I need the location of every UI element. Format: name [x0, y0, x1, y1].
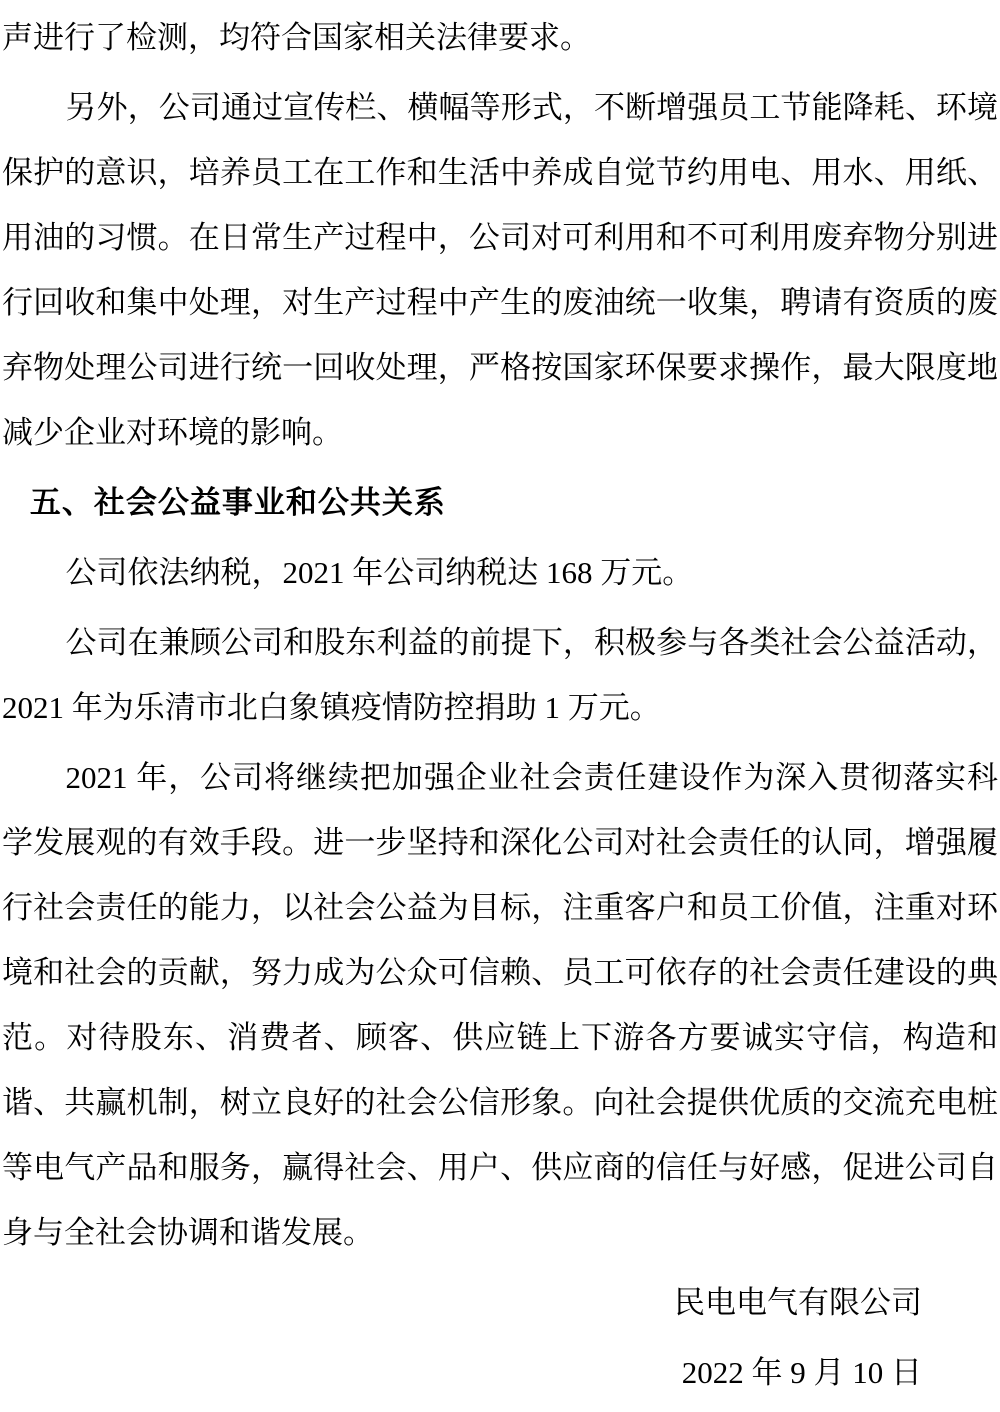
- environment-awareness-paragraph: 另外，公司通过宣传栏、横幅等形式，不断增强员工节能降耗、环境保护的意识，培养员工在工作和生活中养成自觉节约用电、用水、用纸、用油的习惯。在日常生产过程中，公司对可利用和不可利用废弃物分别进行回收和集中处理，对生产过程中产生的废油统一收集，聘请有资质的废弃物处理公司进行统一回收处理，严格按国家环保要求操作，最大限度地减少企业对环境的影响。: [2, 90, 998, 450]
- section-heading: 五、社会公益事业和公共关系: [29, 485, 446, 520]
- continuation-paragraph: 声进行了检测，均符合国家相关法律要求。: [2, 20, 591, 55]
- tax-paragraph: 公司依法纳税，2021 年公司纳税达 168 万元。: [65, 555, 694, 590]
- company-signature: 民电电气有限公司: [674, 1285, 922, 1320]
- signature-date: 2022 年 9 月 10 日: [681, 1355, 922, 1390]
- outlook-paragraph: 2021 年，公司将继续把加强企业社会责任建设作为深入贯彻落实科学发展观的有效手段。进一步坚持和深化公司对社会责任的认同，增强履行社会责任的能力，以社会公益为目标，注重客户和员工价值，注重对环境和社会的贡献，努力成为公众可信赖、员工可依存的社会责任建设的典范。对待股东、消费者、顾客、供应链上下游各方要诚实守信，构造和谐、共赢机制，树立良好的社会公信形象。向社会提供优质的交流充电桩等电气产品和服务，赢得社会、用户、供应商的信任与好感，促进公司自身与全社会协调和谐发展。: [2, 760, 998, 1250]
- charity-paragraph: 公司在兼顾公司和股东利益的前提下，积极参与各类社会公益活动，2021 年为乐清市北白象镇疫情防控捐助 1 万元。: [2, 625, 998, 725]
